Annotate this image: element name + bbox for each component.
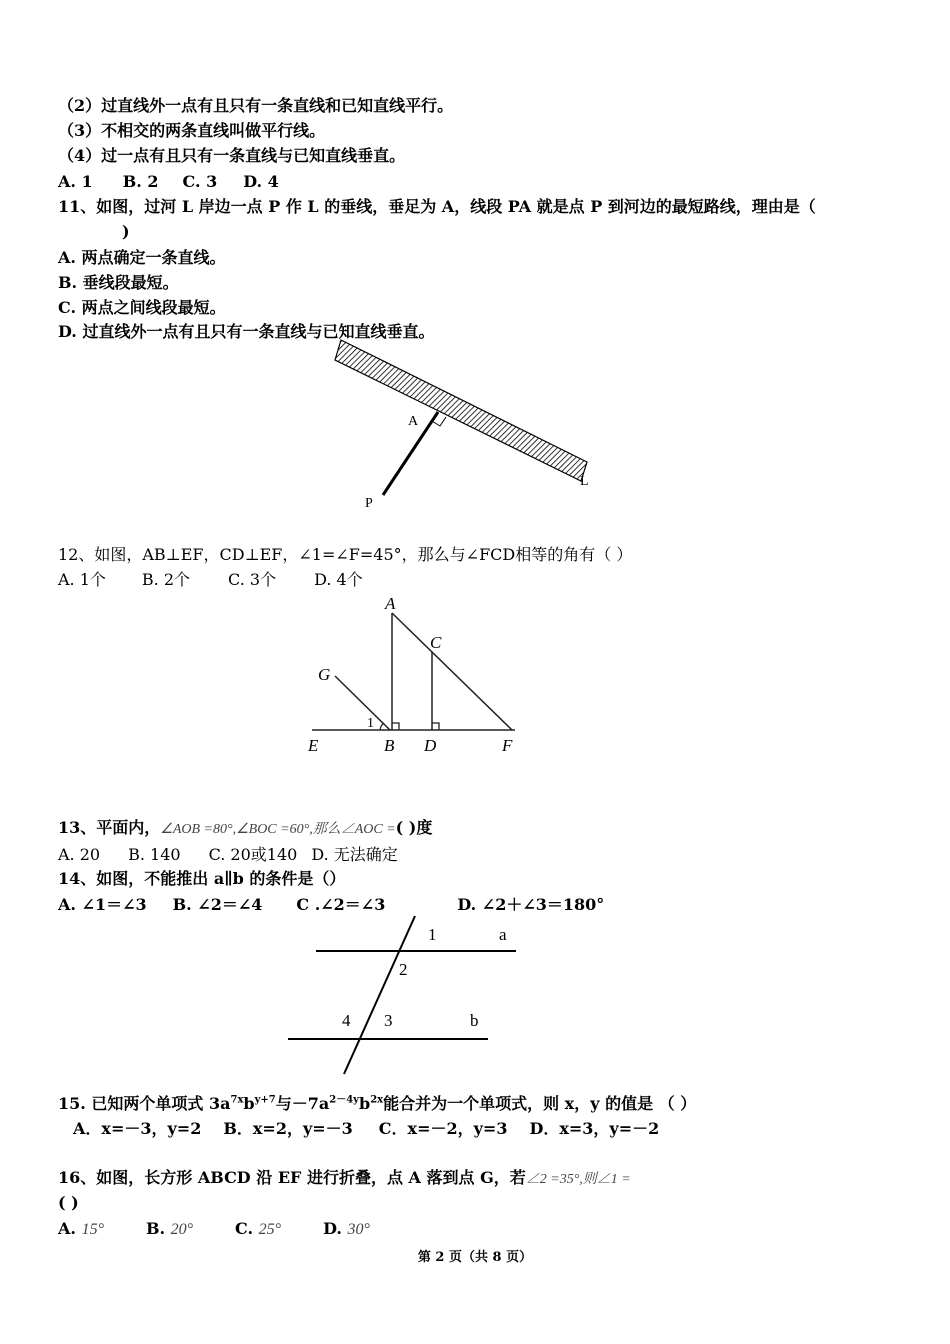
q13-stem bbox=[58, 818, 432, 840]
q12-option-a: A. 1个 bbox=[58, 570, 106, 589]
q10-option-a: A. 1 bbox=[58, 172, 93, 191]
label-line-b: b bbox=[470, 1011, 479, 1030]
q15-exp-1: 7x bbox=[230, 1094, 244, 1106]
q14-option-b: B. ∠2＝∠4 bbox=[172, 895, 263, 914]
label-angle-1: 1 bbox=[367, 716, 374, 731]
q16-math: ∠2 =35°,则∠1 = bbox=[525, 1172, 631, 1187]
q14-option-d: D. ∠2＋∠3＝180° bbox=[457, 895, 605, 914]
q12-figure bbox=[300, 590, 530, 765]
label-a: A bbox=[385, 594, 396, 613]
q14-option-c: C .∠2＝∠3 bbox=[296, 895, 386, 914]
q15-option-d: D．x=3，y=－2 bbox=[529, 1119, 660, 1138]
q15-stem bbox=[58, 1094, 696, 1114]
label-c: C bbox=[430, 633, 442, 652]
q13-option-a: A. 20 bbox=[58, 845, 101, 864]
q10-option-b: B. 2 bbox=[122, 172, 159, 191]
q15-option-b: B．x=2，y=－3 bbox=[223, 1119, 353, 1138]
label-angle-3: 3 bbox=[384, 1011, 393, 1030]
q16-option-b-value: 20° bbox=[170, 1221, 194, 1238]
label-angle-4: 4 bbox=[342, 1011, 351, 1030]
right-angle-d bbox=[432, 723, 439, 730]
q15-part-2: b bbox=[243, 1094, 255, 1113]
q15-exp-2: y+7 bbox=[254, 1094, 276, 1106]
river-band bbox=[335, 340, 587, 481]
q15-options bbox=[73, 1119, 659, 1139]
q16-stem-text: 16、如图，长方形 ABCD 沿 EF 进行折叠，点 A 落到点 G，若 bbox=[58, 1168, 526, 1187]
q12-option-b: B. 2个 bbox=[141, 570, 191, 589]
q13-option-c: C. 20或140 bbox=[208, 845, 298, 864]
q16-paren: ( ) bbox=[58, 1193, 79, 1212]
q12-option-d: D. 4个 bbox=[314, 570, 363, 589]
q10-option-d: D. 4 bbox=[243, 172, 279, 191]
q16-option-c-letter: C. bbox=[235, 1219, 254, 1238]
label-g: G bbox=[318, 665, 331, 684]
segment-gb bbox=[335, 676, 390, 730]
q11-option-d: D. 过直线外一点有且只有一条直线与已知直线垂直。 bbox=[58, 322, 435, 341]
q11-river-figure bbox=[330, 335, 600, 515]
q13-option-b: B. 140 bbox=[128, 845, 181, 864]
label-b: B bbox=[384, 736, 395, 755]
q13-paren: ( )度 bbox=[395, 818, 433, 837]
page-footer: 第 2 页（共 8 页） bbox=[417, 1250, 533, 1265]
q15-exp-4: 2x bbox=[370, 1094, 384, 1106]
q16-option-c-value: 25° bbox=[258, 1221, 282, 1238]
q15-exp-3: 2－4y bbox=[329, 1094, 359, 1106]
q10-option-c: C. 3 bbox=[182, 172, 218, 191]
q16-option-a-letter: A. bbox=[58, 1219, 76, 1238]
q16-option-d-value: 30° bbox=[347, 1221, 370, 1238]
q15-option-c: C．x=－2，y=3 bbox=[378, 1119, 508, 1138]
q15-part-3: 与－7a bbox=[275, 1094, 330, 1113]
q14-option-a: A. ∠1＝∠3 bbox=[58, 895, 147, 914]
q14-stem: 14、如图，不能推出 a∥b 的条件是（） bbox=[58, 869, 346, 888]
q12-stem: 12、如图，AB⊥EF，CD⊥EF，∠1=∠F=45°，那么与∠FCD相等的角有（ ） bbox=[58, 545, 633, 564]
q13-math: ∠AOB =80°,∠BOC =60°,那么∠AOC = bbox=[160, 822, 396, 837]
q13-option-d: D. 无法确定 bbox=[311, 845, 398, 864]
label-e: E bbox=[308, 736, 319, 755]
q11-option-c: C. 两点之间线段最短。 bbox=[58, 298, 226, 317]
transversal bbox=[344, 916, 415, 1074]
q15-part-1: 15. 已知两个单项式 3a bbox=[58, 1094, 231, 1113]
label-d: D bbox=[424, 736, 437, 755]
label-line-a: a bbox=[499, 925, 507, 944]
q12-options bbox=[58, 570, 363, 590]
q16-option-b-letter: B. bbox=[145, 1219, 166, 1238]
label-angle-2: 2 bbox=[399, 960, 408, 979]
q15-part-5: 能合并为一个单项式，则 x，y 的值是 （ ） bbox=[383, 1094, 697, 1113]
q10-options bbox=[58, 172, 279, 192]
q16-options bbox=[58, 1219, 370, 1240]
label-f: F bbox=[502, 736, 513, 755]
q16-option-d-letter: D. bbox=[323, 1219, 342, 1238]
q11-option-a: A. 两点确定一条直线。 bbox=[58, 248, 226, 267]
q10-statement-3: （3）不相交的两条直线叫做平行线。 bbox=[58, 121, 326, 140]
label-angle-1: 1 bbox=[428, 925, 437, 944]
q16-stem bbox=[58, 1168, 631, 1190]
q13-options bbox=[58, 845, 398, 865]
q12-option-c: C. 3个 bbox=[228, 570, 277, 589]
q16-option-a-value: 15° bbox=[81, 1221, 104, 1238]
label-a: A bbox=[408, 414, 419, 429]
q13-prefix: 13、平面内， bbox=[58, 818, 161, 837]
segment-af bbox=[392, 613, 512, 730]
angle-1-arc bbox=[380, 723, 384, 730]
label-p: P bbox=[365, 496, 373, 511]
q10-statement-2: （2）过直线外一点有且只有一条直线和已知直线平行。 bbox=[58, 96, 454, 115]
label-l: L bbox=[580, 474, 589, 489]
q10-statement-4: （4）过一点有且只有一条直线与已知直线垂直。 bbox=[58, 146, 406, 165]
q11-stem-close: ) bbox=[122, 222, 130, 241]
right-angle-b bbox=[392, 723, 399, 730]
q11-stem: 11、如图，过河 L 岸边一点 P 作 L 的垂线，垂足为 A，线段 PA 就是点 P 到河边的最短路线，理由是（ bbox=[58, 197, 816, 216]
q15-option-a: A．x=－3，y=2 bbox=[73, 1119, 202, 1138]
q11-option-b: B. 垂线段最短。 bbox=[58, 273, 179, 292]
q15-part-4: b bbox=[359, 1094, 371, 1113]
q14-figure bbox=[280, 912, 530, 1082]
